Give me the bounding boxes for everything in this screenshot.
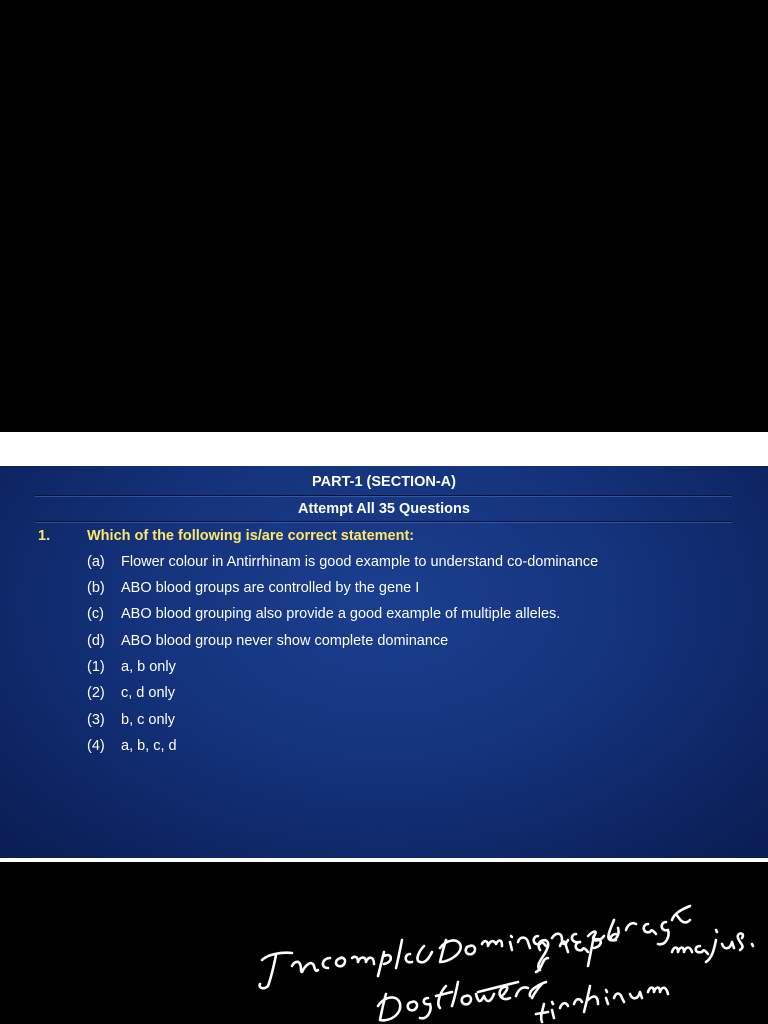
answer-label: (1) <box>87 659 105 675</box>
statement-label: (d) <box>87 633 105 649</box>
statement-text: ABO blood group never show complete dominance <box>121 633 449 649</box>
statement-label: (c) <box>87 606 104 622</box>
answer-option-3 <box>87 712 175 728</box>
statement-b <box>87 580 419 596</box>
answer-text: a, b only <box>121 659 176 675</box>
question-text: Which of the following is/are correct statement: <box>87 528 415 544</box>
statement-label: (a) <box>87 554 105 570</box>
answer-label: (2) <box>87 685 105 701</box>
divider-top <box>35 495 732 496</box>
statement-text: ABO blood grouping also provide a good example of multiple alleles. <box>121 606 561 622</box>
statement-text: ABO blood groups are controlled by the gene I <box>121 580 420 596</box>
divider-bottom <box>35 521 732 522</box>
answer-option-1 <box>87 659 176 675</box>
slide-subtitle: Attempt All 35 Questions <box>298 501 470 517</box>
statement-label: (b) <box>87 580 105 596</box>
answer-label: (3) <box>87 712 105 728</box>
statement-c <box>87 606 560 622</box>
question-number: 1. <box>38 528 51 544</box>
statement-a <box>87 554 598 570</box>
part-title: PART-1 (SECTION-A) <box>312 474 456 490</box>
answer-text: c, d only <box>121 685 175 701</box>
statement-text: Flower colour in Antirrhinam is good example to understand co-dominance <box>121 554 599 570</box>
answer-option-2 <box>87 685 175 701</box>
white-band-top <box>0 432 768 466</box>
whiteboard-area <box>0 862 768 1024</box>
answer-option-4 <box>87 738 177 754</box>
answer-text: a, b, c, d <box>121 738 177 754</box>
answer-text: b, c only <box>121 712 175 728</box>
statement-d <box>87 633 448 649</box>
question-slide <box>0 466 768 858</box>
video-top-area <box>0 0 768 432</box>
answer-label: (4) <box>87 738 105 754</box>
